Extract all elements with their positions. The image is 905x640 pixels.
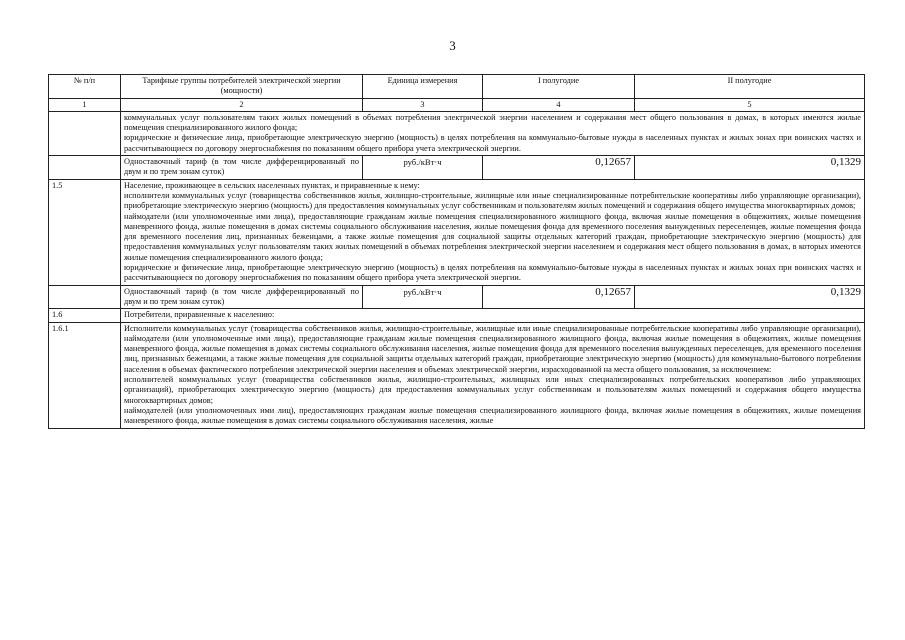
tariff-row bbox=[49, 285, 865, 309]
section-text: Потребители, приравненные к населению: bbox=[121, 309, 865, 322]
section-1-5-row bbox=[49, 179, 865, 285]
row-number-empty bbox=[49, 111, 121, 155]
row-number: 1.5 bbox=[49, 179, 121, 285]
continuation-text bbox=[121, 111, 865, 155]
paragraph: Исполнители коммунальных услуг (товарищества собственников жилья, жилищно-строительные, жилищные или иные специализированные потребительские кооперативы либо управляющие организации), наймодатели (или уполномоченные ими лица), предоставляющие гражданам жилые помещения специализированного жилищного фонда, включая жилые помещения в общежитиях, жилые помещения маневренного фонда, жилые помещения в домах системы социального обслуживания населения, жилые помещения фонда для временного поселения вынужденных переселенцев, для временного поселения лиц, признанных беженцами, а также жилые помещения для социальной защиты отдельных категорий граждан, приобретающие электрическую энергию (мощность) для коммунально-бытового потребления населения в объемах фактического потребления электрической энергии населения и объемах электрической энергии, израсходованной на места общего пользования, за исключением: bbox=[124, 323, 861, 374]
col-number: 3 bbox=[363, 98, 483, 111]
page-number: 3 bbox=[449, 38, 456, 53]
paragraph: юридические и физические лица, приобретающие электрическую энергию (мощность) в целях потребления на коммунально-бытовые нужды в населенных пунктах и жилых зонах при воинских частях и рассчитывающиеся по договору энергоснабжения по показаниям общего прибора учета электрической энергии. bbox=[124, 263, 861, 283]
section-text bbox=[121, 179, 865, 285]
header-first-half: I полугодие bbox=[483, 75, 635, 99]
row-number-empty bbox=[49, 156, 121, 180]
header-unit: Единица измерения bbox=[363, 75, 483, 99]
header-number: № п/п bbox=[49, 75, 121, 99]
paragraph: исполнителей коммунальных услуг (товарищества собственников жилья, жилищно-строительных, жилищных или иных специализированных потребительских кооперативов либо управляющих организаций), приобретающих электрическую энергию (мощность) для предоставления коммунальных услуг собственникам и пользователям жилых помещений и содержания общего имущества многоквартирных домов; bbox=[124, 375, 861, 405]
continuation-row bbox=[49, 111, 865, 155]
paragraph: наймодатели (или уполномоченные ими лица), предоставляющие гражданам жилые помещения специализированного жилищного фонда, включая жилые помещения в общежитиях, жилые помещения маневренного фонда, жилые помещения в домах системы социального обслуживания населения, жилые помещения фонда для временного поселения вынужденных переселенцев, жилые помещения фонда для временного поселения лиц, признанных беженцами, а также жилые помещения для социальной защиты отдельных категорий граждан, приобретающие электрическую энергию (мощность) для предоставления коммунальных услуг пользователям таких жилых помещений в объемах потребления электрической энергии населением и содержания мест общего пользования в домах, в которых имеются жилые помещения специализированного жилого фонда; bbox=[124, 211, 861, 262]
tariff-label: Одноставочный тариф (в том числе дифференцированный по двум и по трем зонам суток) bbox=[121, 285, 363, 309]
tariff-label: Одноставочный тариф (в том числе дифференцированный по двум и по трем зонам суток) bbox=[121, 156, 363, 180]
col-number: 4 bbox=[483, 98, 635, 111]
second-half-value: 0,1329 bbox=[635, 156, 865, 180]
tariff-row bbox=[49, 156, 865, 180]
first-half-value: 0,12657 bbox=[483, 156, 635, 180]
section-1-6-1-row bbox=[49, 322, 865, 428]
paragraph: Население, проживающее в сельских населенных пунктах, и приравненные к нему: bbox=[124, 180, 420, 190]
unit-cell: руб./кВт·ч bbox=[363, 156, 483, 180]
section-1-6-row bbox=[49, 309, 865, 322]
row-number-empty bbox=[49, 285, 121, 309]
header-row bbox=[49, 75, 865, 99]
row-number: 1.6.1 bbox=[49, 322, 121, 428]
second-half-value: 0,1329 bbox=[635, 285, 865, 309]
col-number: 5 bbox=[635, 98, 865, 111]
section-text bbox=[121, 322, 865, 428]
unit-cell: руб./кВт·ч bbox=[363, 285, 483, 309]
column-numbers-row bbox=[49, 98, 865, 111]
paragraph: исполнители коммунальных услуг (товарищества собственников жилья, жилищно-строительные, жилищные или иные специализированные потребительские кооперативы либо управляющие организации), приобретающие электрическую энергию (мощность) для предоставления коммунальных услуг собственникам и пользователям жилых помещений и содержания общего имущества многоквартирных домов; bbox=[124, 190, 861, 211]
col-number: 2 bbox=[121, 98, 363, 111]
paragraph: коммунальных услуг пользователям таких жилых помещений в объемах потребления электрической энергии населением и содержания мест общего пользования в домах, в которых имеются жилые помещения специализированного жилого фонда; bbox=[124, 112, 861, 133]
tariff-table bbox=[48, 74, 865, 429]
paragraph: юридические и физические лица, приобретающие электрическую энергию (мощность) в целях потребления на коммунально-бытовые нужды в населенных пунктах и жилых зонах при воинских частях и рассчитывающиеся по договору энергоснабжения по показаниям общего прибора учета электрической энергии. bbox=[124, 133, 861, 153]
header-tariff-groups: Тарифные группы потребителей электрической энергии (мощности) bbox=[121, 75, 363, 99]
col-number: 1 bbox=[49, 98, 121, 111]
row-number: 1.6 bbox=[49, 309, 121, 322]
paragraph: наймодателей (или уполномоченных ими лиц), предоставляющих гражданам жилые помещения специализированного жилищного фонда, включая жилые помещения в общежитиях, жилые помещения маневренного фонда, жилые помещения в домах системы социального обслуживания населения, жилые bbox=[124, 405, 861, 426]
first-half-value: 0,12657 bbox=[483, 285, 635, 309]
header-second-half: II полугодие bbox=[635, 75, 865, 99]
